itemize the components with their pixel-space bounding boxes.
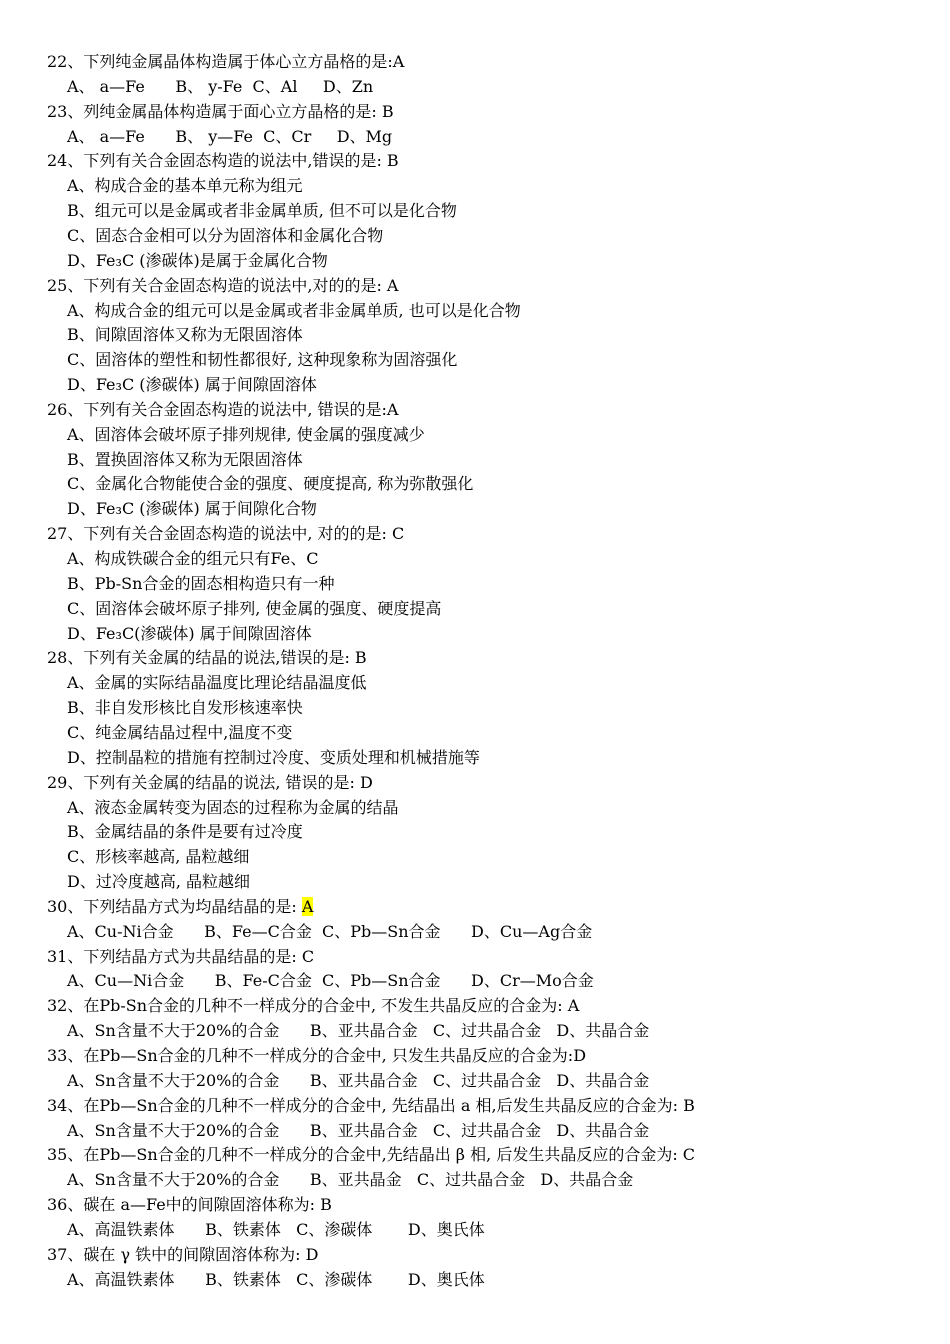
question-line [0, 149, 950, 173]
line-text: 29、下列有关金属的结晶的说法, 错误的是: D [47, 772, 373, 792]
option-line [0, 696, 950, 720]
line-text: 22、下列纯金属晶体构造属于体心立方晶格的是:A [47, 52, 405, 71]
line-text: C、固态合金相可以分为固溶体和金属化合物 [67, 225, 384, 245]
line-text: 30、下列结晶方式为均晶结晶的是: [47, 896, 302, 916]
line-text: 23、列纯金属晶体构造属于面心立方晶格的是: B [47, 101, 394, 121]
option-line [0, 348, 950, 372]
option-line [0, 497, 950, 521]
option-line [0, 870, 950, 894]
line-text: A、 a—Fe B、 y—Fe C、Cr D、Mg [67, 126, 393, 146]
line-text: C、金属化合物能使合金的强度、硬度提高, 称为弥散强化 [67, 474, 474, 494]
option-line [0, 472, 950, 496]
option-line [0, 423, 950, 447]
line-text: 36、碳在 a—Fe中的间隙固溶体称为: B [47, 1195, 332, 1215]
question-line [0, 274, 950, 298]
line-text: A、构成合金的基本单元称为组元 [67, 176, 303, 196]
line-text: A、Sn含量不大于20%的合金 B、亚共晶合金 C、过共晶合金 D、共晶合金 [67, 1120, 650, 1140]
option-line [0, 1019, 950, 1043]
line-text: A、Sn含量不大于20%的合金 B、亚共晶合金 C、过共晶合金 D、共晶合金 [67, 1070, 650, 1090]
question-line [0, 771, 950, 795]
line-text: D、Fe₃C (渗碳体) 属于间隙固溶体 [67, 375, 317, 395]
line-text: B、置换固溶体又称为无限固溶体 [67, 449, 303, 469]
option-line [0, 820, 950, 844]
option-line [0, 845, 950, 869]
option-line [0, 448, 950, 472]
highlighted-answer: A [301, 896, 314, 916]
line-text: 24、下列有关合金固态构造的说法中,错误的是: B [47, 151, 399, 171]
line-text: D、Fe₃C (渗碳体)是属于金属化合物 [67, 250, 328, 270]
question-line [0, 50, 950, 74]
option-line [0, 1218, 950, 1242]
line-text: 27、下列有关合金固态构造的说法中, 对的的是: C [47, 524, 405, 544]
line-text: A、金属的实际结晶温度比理论结晶温度低 [67, 673, 367, 693]
line-text: A、Sn含量不大于20%的合金 B、亚共晶金 C、过共晶合金 D、共晶合金 [67, 1170, 634, 1190]
line-text: 32、在Pb-Sn合金的几种不一样成分的合金中, 不发生共晶反应的合金为: A [47, 996, 580, 1016]
line-text: D、控制晶粒的措施有控制过冷度、变质处理和机械措施等 [67, 747, 480, 767]
line-text: C、固溶体的塑性和韧性都很好, 这种现象称为固溶强化 [67, 350, 458, 370]
line-text: 37、碳在 γ 铁中的间隙固溶体称为: D [47, 1244, 319, 1264]
line-text: A、高温铁素体 B、铁素体 C、渗碳体 D、奥氏体 [67, 1269, 485, 1289]
line-text: 26、下列有关合金固态构造的说法中, 错误的是:A [47, 399, 399, 419]
line-text: 35、在Pb—Sn合金的几种不一样成分的合金中,先结晶出 β 相, 后发生共晶反应的合金为: C [47, 1145, 696, 1165]
line-text: B、间隙固溶体又称为无限固溶体 [67, 325, 303, 345]
line-text: A、高温铁素体 B、铁素体 C、渗碳体 D、奥氏体 [67, 1219, 485, 1239]
line-text: B、Pb-Sn合金的固态相构造只有一种 [67, 573, 335, 593]
question-line [0, 895, 950, 919]
line-text: 25、下列有关合金固态构造的说法中,对的的是: A [47, 275, 399, 295]
option-line [0, 746, 950, 770]
option-line [0, 572, 950, 596]
line-text: C、纯金属结晶过程中,温度不变 [67, 722, 293, 742]
line-text: 34、在Pb—Sn合金的几种不一样成分的合金中, 先结晶出 a 相,后发生共晶反应的合金为: B [47, 1095, 695, 1115]
question-line [0, 1094, 950, 1118]
line-text: B、组元可以是金属或者非金属单质, 但不可以是化合物 [67, 201, 457, 221]
option-line [0, 299, 950, 323]
question-line [0, 1044, 950, 1068]
line-text: A、Cu—Ni合金 B、Fe-C合金 C、Pb—Sn合金 D、Cr—Mo合金 [67, 971, 594, 991]
option-line [0, 1268, 950, 1292]
line-text: A、固溶体会破坏原子排列规律, 使金属的强度减少 [67, 424, 425, 444]
line-text: A、Sn含量不大于20%的合金 B、亚共晶合金 C、过共晶合金 D、共晶合金 [67, 1021, 650, 1041]
option-line [0, 920, 950, 944]
line-text: A、 a—Fe B、 y-Fe C、Al D、Zn [67, 76, 374, 96]
option-line [0, 323, 950, 347]
line-text: C、形核率越高, 晶粒越细 [67, 847, 250, 867]
question-line [0, 522, 950, 546]
line-text: 31、下列结晶方式为共晶结晶的是: C [47, 946, 315, 966]
line-text: D、Fe₃C (渗碳体) 属于间隙化合物 [67, 499, 317, 519]
question-line [0, 1243, 950, 1267]
option-line [0, 174, 950, 198]
question-line [0, 1193, 950, 1217]
line-text: A、构成合金的组元可以是金属或者非金属单质, 也可以是化合物 [67, 300, 521, 320]
line-text: 33、在Pb—Sn合金的几种不一样成分的合金中, 只发生共晶反应的合金为:D [47, 1046, 587, 1065]
line-text: D、Fe₃C(渗碳体) 属于间隙固溶体 [67, 623, 312, 643]
option-line [0, 75, 950, 99]
line-text: A、Cu-Ni合金 B、Fe—C合金 C、Pb—Sn合金 D、Cu—Ag合金 [67, 921, 593, 941]
option-line [0, 622, 950, 646]
line-text: D、过冷度越高, 晶粒越细 [67, 872, 251, 892]
option-line [0, 1069, 950, 1093]
option-line [0, 249, 950, 273]
option-line [0, 1168, 950, 1192]
option-line [0, 969, 950, 993]
option-line [0, 224, 950, 248]
option-line [0, 547, 950, 571]
option-line [0, 597, 950, 621]
question-line [0, 398, 950, 422]
question-line [0, 1143, 950, 1167]
option-line [0, 199, 950, 223]
option-line [0, 796, 950, 820]
question-line [0, 945, 950, 969]
line-text: C、固溶体会破坏原子排列, 使金属的强度、硬度提高 [67, 598, 442, 618]
option-line [0, 373, 950, 397]
option-line [0, 1119, 950, 1143]
line-text: 28、下列有关金属的结晶的说法,错误的是: B [47, 648, 367, 668]
line-text: A、液态金属转变为固态的过程称为金属的结晶 [67, 797, 399, 817]
line-text: A、构成铁碳合金的组元只有Fe、C [67, 549, 319, 568]
option-line [0, 125, 950, 149]
line-text: B、金属结晶的条件是要有过冷度 [67, 822, 303, 842]
question-line [0, 994, 950, 1018]
option-line [0, 671, 950, 695]
option-line [0, 721, 950, 745]
line-text: B、非自发形核比自发形核速率快 [67, 698, 303, 718]
question-line [0, 100, 950, 124]
question-line [0, 646, 950, 670]
